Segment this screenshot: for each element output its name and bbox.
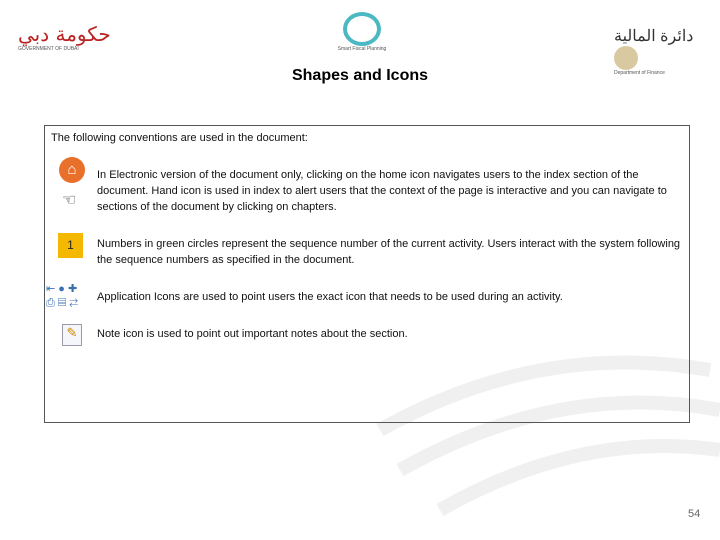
page-title: Shapes and Icons [291,67,429,84]
note-icon: ✎ [62,324,82,346]
hand-icon: ☜ [62,192,77,209]
center-logo-text: Smart Fiscal Planning [337,46,387,52]
home-icon[interactable]: ⌂ [59,157,85,183]
government-of-dubai-logo: حكومة دبي GOVERNMENT OF DUBAI [18,22,111,52]
intro-text: The following conventions are used in the document: [51,132,308,144]
dof-logo-text: Department of Finance [614,70,665,76]
application-icons-description: Application Icons are used to point users the exact icon that needs to be used during an activity. [97,291,563,303]
home-icon-description: In Electronic version of the document only, clicking on the home icon navigates users to the index section of the document. Hand icon is used in index to alert users that the context of the page is interactive and you can navigate to sections of the document by clicking on chapters. [97,169,667,213]
sequence-number-description: Numbers in green circles represent the sequence number of the current activity. Users interact with the system following the sequence numbers as specified in the document. [97,238,681,266]
department-of-finance-logo: دائرة المالية Department of Finance [614,26,720,76]
sequence-number-badge: 1 [58,233,83,258]
smart-fiscal-planning-logo [322,12,402,52]
gov-logo-text: GOVERNMENT OF DUBAI [18,46,79,52]
note-icon-description: Note icon is used to point out important notes about the section. [97,328,408,340]
page-number: 54 [688,508,701,520]
application-icons: ⇤ ● ✚ ⎙ ▤ ⇄ [46,283,79,309]
